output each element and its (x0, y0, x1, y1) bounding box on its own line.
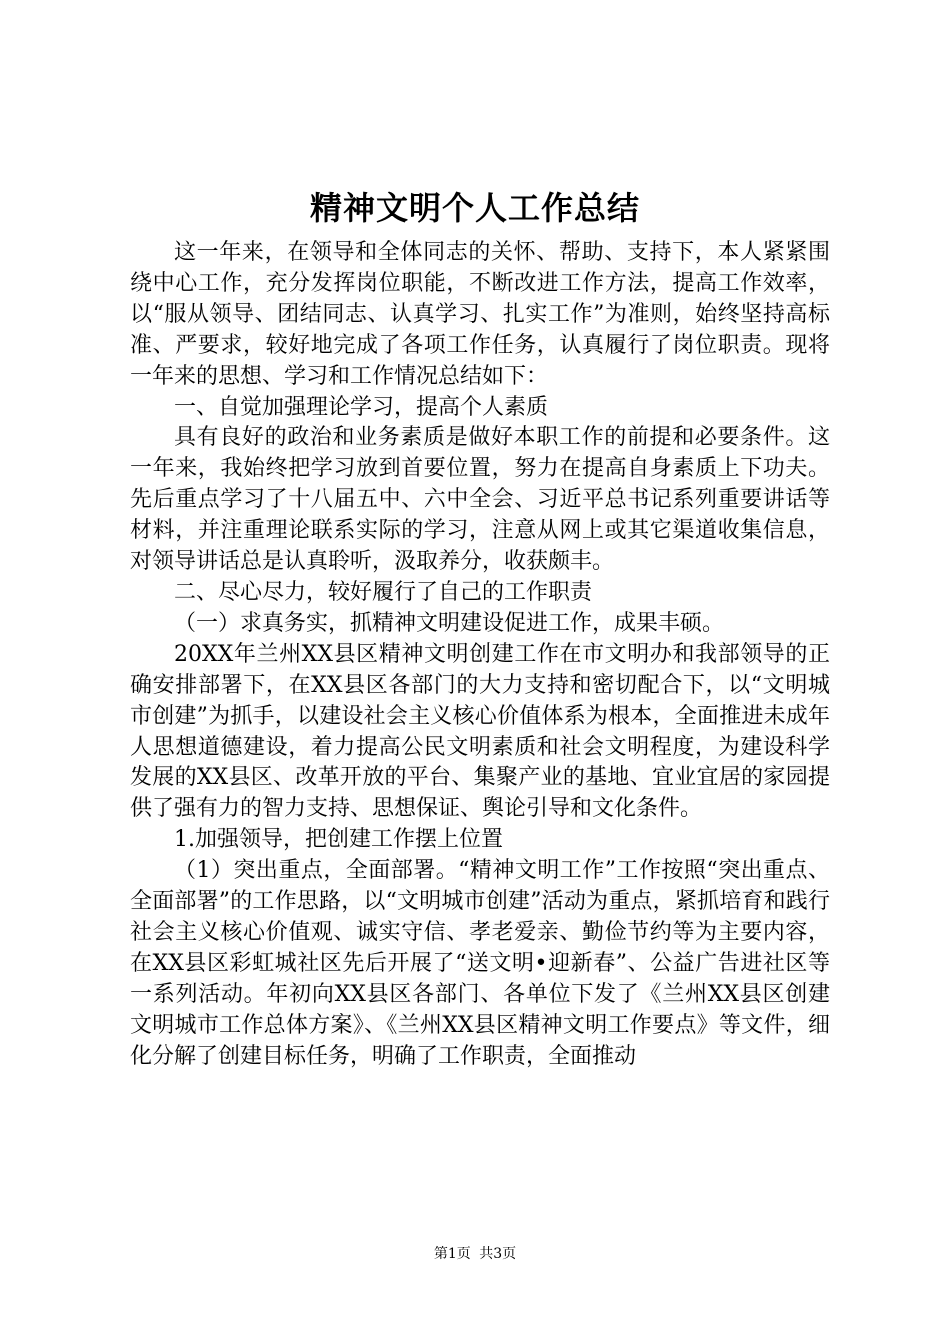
page-title: 精神文明个人工作总结 (309, 189, 640, 227)
subsection-1-paragraph: 20XX年兰州XX县区精神文明创建工作在市文明办和我部领导的正确安排部署下，在XX县区各部门的大力支持和密切配合下，以“文明城市创建”为抓手，以建设社会主义核心价值体系为根本，全面推进未成年人思想道德建设，着力提高公民文明素质和社会文明程度，为建设科学发展的XX县区、改革开放的平台、集聚产业的基地、宜业宜居的家园提供了强有力的智力支持、思想保证、舆论引导和文化条件。 (130, 641, 830, 822)
intro-paragraph: 这一年来，在领导和全体同志的关怀、帮助、支持下，本人紧紧围绕中心工作，充分发挥岗位职能，不断改进工作方法，提高工作效率，以“服从领导、团结同志、认真学习、扎实工作”为准则，始终坚持高标准、严要求，较好地完成了各项工作任务，认真履行了岗位职责。现将一年来的思想、学习和工作情况总结如下： (130, 240, 830, 389)
item-1-paragraph: （1）突出重点，全面部署。“精神文明工作”工作按照“突出重点、全面部署”的工作思路，以“文明城市创建”活动为重点，紧抓培育和践行社会主义核心价值观、诚实守信、孝老爱亲、勤俭节约等为主要内容，在XX县区彩虹城社区先后开展了“送文明•迎新春”、公益广告进社区等一系列活动。年初向XX县区各部门、各单位下发了《兰州XX县区创建文明城市工作总体方案》、《兰州XX县区精神文明工作要点》等文件，细化分解了创建目标任务，明确了工作职责，全面推动 (130, 858, 830, 1069)
document-body (130, 238, 830, 1072)
page-total: 共3页 (479, 1246, 517, 1262)
page-number: 第1页 (433, 1246, 471, 1262)
section-1-paragraph: 具有良好的政治和业务素质是做好本职工作的前提和必要条件。这一年来，我始终把学习放到首要位置，努力在提高自身素质上下功夫。先后重点学习了十八届五中、六中全会、习近平总书记系列重要讲话等材料，并注重理论联系实际的学习，注意从网上或其它渠道收集信息，对领导讲话总是认真聆听，汲取养分，收获颇丰。 (130, 425, 830, 575)
page-footer (0, 1244, 950, 1264)
item-heading-1: 1.加强领导，把创建工作摆上位置 (174, 827, 503, 853)
section-heading-2: 二、尽心尽力，较好履行了自己的工作职责 (174, 579, 593, 605)
subsection-heading-1: （一）求真务实，抓精神文明建设促进工作，成果丰硕。 (174, 610, 725, 636)
section-heading-1: 一、自觉加强理论学习，提高个人素质 (174, 394, 549, 420)
